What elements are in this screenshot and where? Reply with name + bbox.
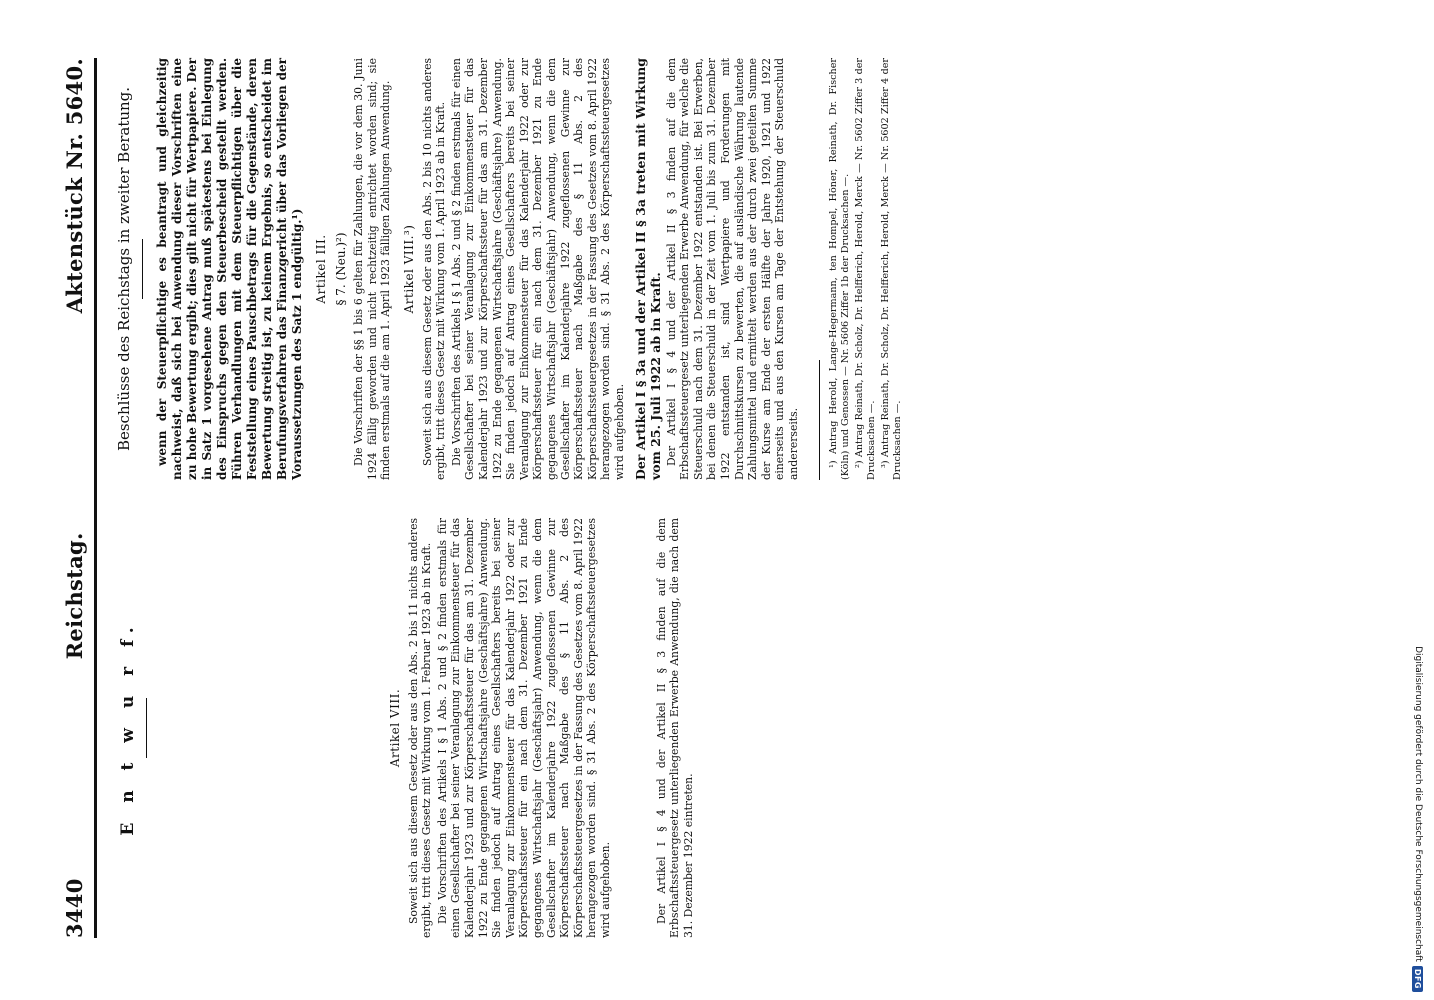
footnote: ²) Antrag Reinath, Dr. Scholz, Dr. Helfferich, Herold, Merck — Nr. 5602 Ziffer 3 der Drucksachen —. (853, 58, 877, 480)
institution-name: Reichstag. (62, 532, 87, 660)
draft-column (114, 518, 1294, 938)
draft-paragraph: Soweit sich aus diesem Gesetz oder aus den Abs. 2 bis 11 nichts anderes ergibt, tritt dieses Gesetz mit Wirkung vom 1. Februar 1923 ab in Kraft. (406, 518, 434, 938)
title-divider (142, 239, 144, 299)
paragraph-7-text: Die Vorschriften der §§ 1 bis 6 gelten für Zahlungen, die vor dem 30. Juni 1924 fällig geworden und nicht rechtzeitig entrichtet worden sind; sie finden erstmals auf die am 1. April 1923 fälligen Zahlungen Anwendung. (352, 58, 393, 480)
resolution-paragraph: Der Artikel I § 4 und der Artikel II § 3 finden auf die dem Erbschaftssteuergesetz unterliegenden Erwerbe Anwendung, für welche die Steuerschuld nach dem 31. Dezember 1922 entstanden ist. Bei Erwerben, bei denen die Steuerschuld in der Zeit vom 1. Juli bis zum 31. Dezember 1922 entstanden ist, sind Wertpapiere und Forderungen mit Durchschnittskursen zu bewerten, die auf ausländische Währung lautende Zahlungsmittel und ermittelt werden aus der durch zwei geteilten Summe der Kurse am Ende der ersten Hälfte der Jahre 1920, 1921 und 1922 einerseits und aus den Kursen am Tage der Entstehung der Steuerschuld andererseits. (664, 58, 800, 480)
resolutions-column (114, 58, 1294, 480)
bold-paragraph: wenn der Steuerpflichtige es beantragt und gleichzeitig nachweist, daß sich bei Anwendung dieser Vorschriften eine zu hohe Bewertung ergibt; dies gilt nicht für Wertpapiere. Der in Satz 1 vorgesehene Antrag muß spätestens bei Einlegung des Einspruchs gegen den Steuerbescheid gestellt werden. Führen Verhandlungen mit dem Steuerpflichtigen über die Feststellung eines Pauschbetrags für die Gegenstände, deren Bewertung streitig ist, zu keinem Ergebnis, so entscheidet im Berufungsverfahren das Finanzgericht über das Vorliegen der Voraussetzungen des Satz 1 endgültig.¹) (155, 58, 305, 480)
paragraph-7-title: § 7. (Neu.)²) (333, 232, 348, 306)
footnote: ³) Antrag Reinath, Dr. Scholz, Dr. Helfferich, Herold, Merck — Nr. 5602 Ziffer 4 der Drucksachen —. (879, 58, 903, 480)
article-viii-title: Artikel VIII. (388, 688, 403, 768)
digitization-credit (1410, 8, 1426, 992)
credit-text: Digitalisierung gefördert durch die Deutsche Forschungsgemeinschaft (1413, 646, 1423, 962)
article-iii-title: Artikel III. (314, 234, 329, 304)
resolutions-column-title: Beschlüsse des Reichstags in zweiter Beratung. (115, 86, 133, 452)
draft-paragraph: Der Artikel I § 4 und der Artikel II § 3 finden auf die dem Erbschaftssteuergesetz unterliegenden Erwerbe Anwendung, die nach dem 31. Dezember 1922 eintreten. (654, 518, 695, 938)
footnotes (828, 58, 905, 480)
header-rule (94, 58, 97, 938)
draft-column-title: E n t w u r f. (118, 620, 138, 836)
column-gap (159, 518, 379, 938)
dfg-logo-icon: DFG (1413, 966, 1424, 992)
resolution-paragraph: Soweit sich aus diesem Gesetz oder aus den Abs. 2 bis 10 nichts anderes ergibt, tritt dieses Gesetz mit Wirkung vom 1. April 1923 ab in Kraft. (420, 58, 448, 480)
draft-paragraph: Die Vorschriften des Artikels I § 1 Abs. 2 und § 2 finden erstmals für einen Gesellschafter bei seiner Veranlagung zur Einkommensteuer für das Kalenderjahr 1923 und zur Körperschaftssteuer für das am 31. Dezember 1922 zu Ende gegangenen Wirtschaftsjahre (Geschäftsjahre) Anwendung. Sie finden jedoch auf Antrag eines Gesellschafters bereits bei seiner Veranlagung zur Einkommensteuer für das Kalenderjahr 1922 oder zur Körperschaftssteuer für ein nach dem 31. Dezember 1921 zu Ende gegangenes Wirtschaftsjahr (Geschäftsjahr) Anwendung, wenn die dem Gesellschafter im Kalenderjahre 1922 zugeflossenen Gewinne zur Körperschaftssteuer nach Maßgabe des § 11 Abs. 2 des Körperschaftssteuergesetzes in der Fassung des Gesetzes vom 8. April 1922 herangezogen worden sind. § 31 Abs. 2 des Körperschaftssteuergesetzes wird aufgehoben. (435, 518, 612, 938)
article-viii-title: Artikel VIII.³) (402, 224, 417, 314)
footnote-divider (819, 360, 820, 480)
document-label: Aktenstück Nr. 5640. (62, 58, 87, 314)
running-header (62, 58, 90, 938)
title-divider (146, 698, 148, 758)
footnote: ¹) Antrag Herold, Lange-Hegermann, ten Hompel, Höner, Reinath, Dr. Fischer (Köln) und Genossen — Nr. 5606 Ziffer 1b der Drucksachen —. (827, 58, 851, 480)
resolution-paragraph: Die Vorschriften des Artikels I § 1 Abs. 2 und § 2 finden erstmals für einen Gesellschafter bei seiner Veranlagung zur Einkommensteuer für das Kalenderjahr 1923 und zur Körperschaftssteuer für das am 31. Dezember 1922 zu Ende gegangenen Wirtschaftsjahre (Geschäftsjahre) Anwendung. Sie finden jedoch auf Antrag eines Gesellschafters bereits bei seiner Veranlagung zur Einkommensteuer für das Kalenderjahr 1922 oder zur Körperschaftssteuer für ein nach dem 31. Dezember 1921 zu Ende gegangenes Wirtschaftsjahr (Geschäftsjahr) Anwendung, wenn die dem Gesellschafter im Kalenderjahre 1922 zugeflossenen Gewinne zur Körperschaftssteuer nach Maßgabe des § 11 Abs. 2 des Körperschaftssteuergesetzes in der Fassung des Gesetzes vom 8. April 1922 herangezogen worden sind. § 31 Abs. 2 des Körperschaftssteuergesetzes wird aufgehoben. (449, 58, 626, 480)
paragraph-gap (615, 518, 655, 938)
page-number: 3440 (62, 878, 87, 938)
bold-heading: Der Artikel I § 3a und der Artikel II § 3a treten mit Wirkung vom 25. Juli 1922 ab in Kraft. (632, 58, 663, 480)
